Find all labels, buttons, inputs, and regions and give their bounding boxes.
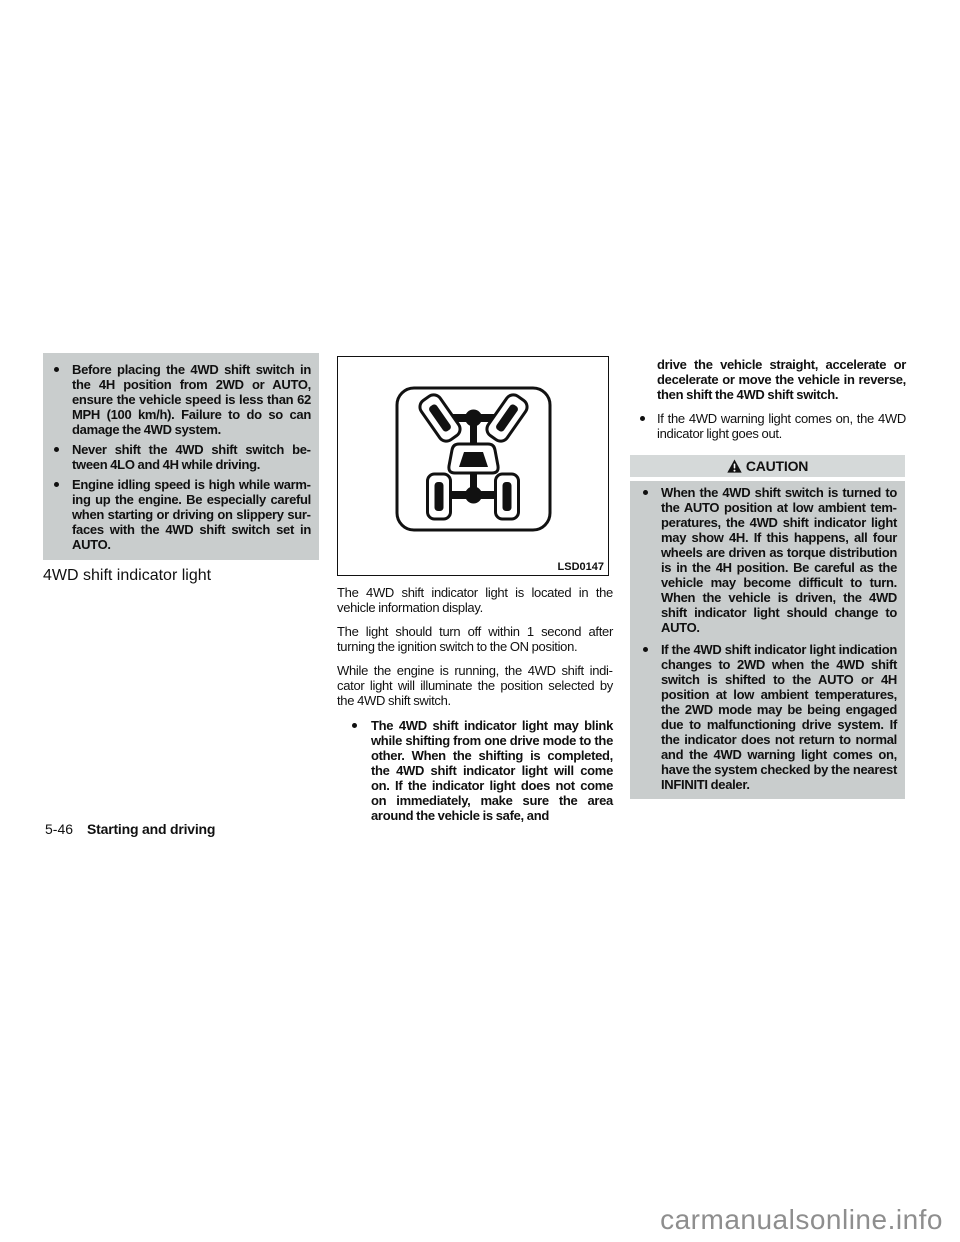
caution-item-text: When the 4WD shift switch is turned to the AUTO position at low ambient temperatures, the 4WD shift indicator light may show 4H. If this happens, all four wheels are driven as torque distribution is in the 4H position. Be careful as the vehicle may become difficult to turn. When the vehicle is driven, the 4WD shift indicator light should change to AUTO. (661, 485, 897, 635)
caution-title: CAUTION (745, 457, 809, 474)
bullet-icon (54, 482, 59, 487)
footer-section-title: Starting and driving (87, 821, 216, 837)
figure-label: LSD0147 (557, 561, 604, 573)
caution-item (634, 485, 897, 635)
caution-item (634, 642, 897, 792)
rear-right-wheel (496, 474, 519, 519)
paragraph: The light should turn off within 1 second after turning the ignition switch to the ON position. (337, 624, 613, 654)
bullet-icon (352, 723, 357, 728)
page-footer (45, 821, 215, 837)
paragraph: While the engine is running, the 4WD shift indicator light will illuminate the position selected by the 4WD shift switch. (337, 663, 613, 708)
watermark: carmanualsonline.info (660, 1204, 943, 1235)
caution-box (630, 455, 905, 799)
note-item-text: If the 4WD warning light comes on, the 4WD indicator light goes out. (657, 411, 906, 441)
warning-triangle-icon (727, 459, 742, 473)
note-item-text: The 4WD shift indicator light may blink while shifting from one drive mode to the other. When the shifting is completed, the 4WD shift indicator light will come on. If the indicator light does not come on immediately, make sure the area around the vehicle is safe, and (371, 718, 613, 823)
warning-item (54, 442, 311, 472)
note-continuation-text: drive the vehicle straight, accelerate or decelerate or move the vehicle in reverse, then shift the 4WD shift switch. (657, 357, 906, 402)
bullet-icon (54, 447, 59, 452)
section-heading: 4WD shift indicator light (43, 567, 212, 584)
note-item (630, 411, 906, 441)
caution-body (630, 481, 905, 799)
rear-left-wheel (428, 474, 451, 519)
bullet-icon (643, 490, 648, 495)
bullet-icon (643, 647, 648, 652)
bullet-icon (640, 416, 645, 421)
warning-item-text: Engine idling speed is high while warming up the engine. Be especially careful when starting or driving on slippery surfaces with the 4WD shift switch set in AUTO. (72, 477, 311, 552)
warning-item (54, 362, 311, 437)
warning-item-text: Before placing the 4WD shift switch in the 4H position from 2WD or AUTO, ensure the vehicle speed is less than 62 MPH (100 km/h). Failure to do so can damage the 4WD system. (72, 362, 311, 437)
caution-item-text: If the 4WD shift indicator light indication changes to 2WD when the 4WD shift switch is shifted to the AUTO or 4H position at low ambient temperatures, the 2WD mode may be being engaged due to malfunctioning drive system. If the indicator does not return to normal and the 4WD warning light comes on, have the system checked by the nearest INFINITI dealer. (661, 642, 897, 792)
4wd-drivetrain-icon (338, 357, 607, 574)
middle-column (337, 585, 613, 823)
warning-box (43, 353, 319, 560)
figure-frame (337, 356, 609, 576)
warning-item-text: Never shift the 4WD shift switch between 4LO and 4H while driving. (72, 442, 311, 472)
bullet-icon (54, 367, 59, 372)
note-item (337, 718, 613, 823)
caution-header (630, 455, 905, 477)
left-column (43, 353, 319, 585)
right-column (630, 357, 906, 799)
warning-item (54, 477, 311, 552)
paragraph: The 4WD shift indicator light is located in the vehicle information display. (337, 585, 613, 615)
footer-page-number: 5-46 (45, 821, 74, 837)
